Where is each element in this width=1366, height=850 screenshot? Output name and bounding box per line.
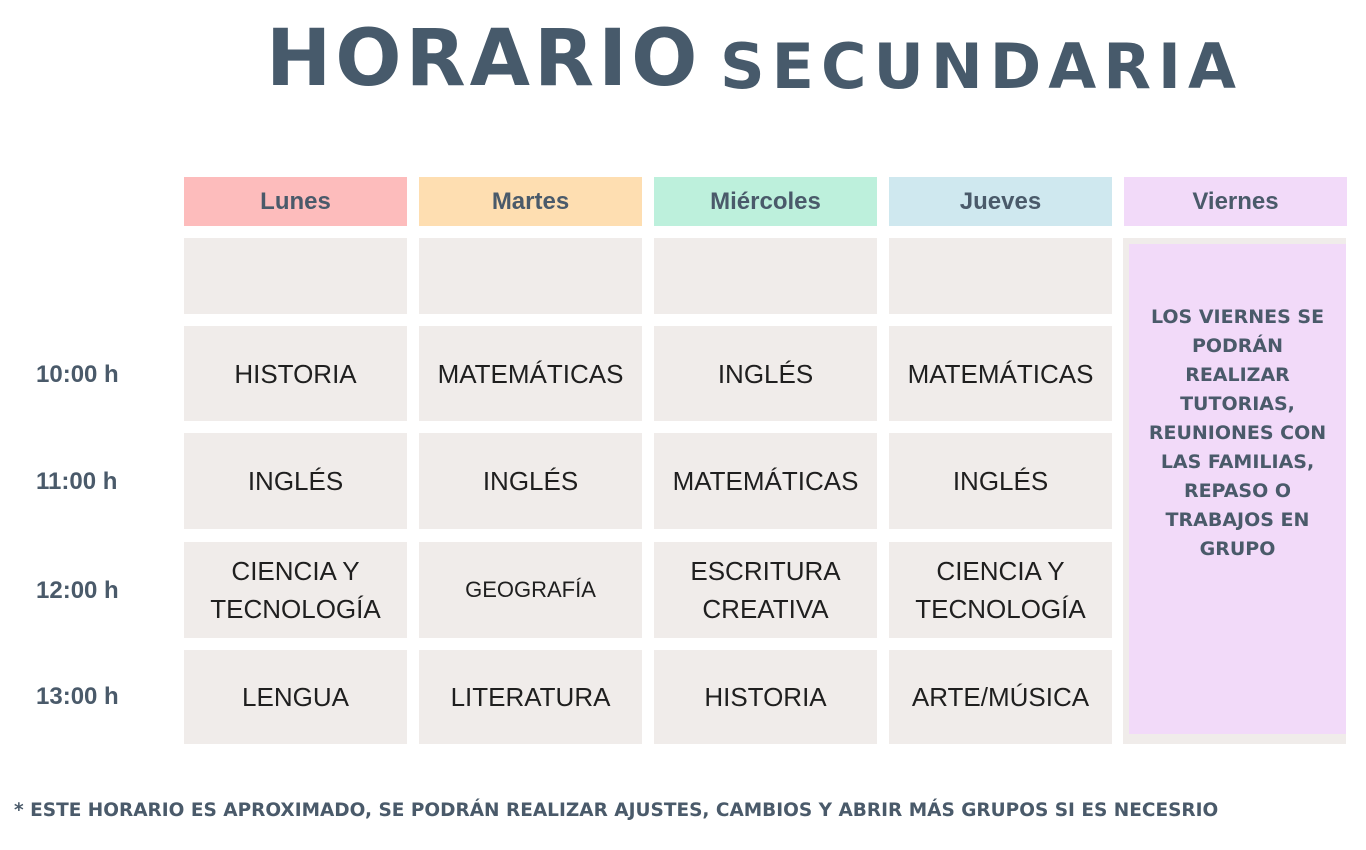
schedule-cell: CIENCIA Y TECNOLOGÍA [184,542,407,638]
friday-note-text: LOS VIERNES SE PODRÁN REALIZAR TUTORIAS, REUNIONES CON LAS FAMILIAS, REPASO O TRABAJOS EN GRUPO [1148,305,1327,560]
time-label-10: 10:00 h [36,361,119,388]
title-sub: SECUNDARIA [720,30,1243,103]
schedule-cell: INGLÉS [184,433,407,529]
schedule-cell: LENGUA [184,650,407,744]
time-label-13: 13:00 h [36,683,119,710]
page-title [0,14,1366,104]
time-label-11: 11:00 h [36,468,118,495]
schedule-cell: GEOGRAFÍA [419,542,642,638]
day-header-viernes: Viernes [1124,177,1347,226]
schedule-cell: CIENCIA Y TECNOLOGÍA [889,542,1112,638]
schedule-cell: HISTORIA [184,326,407,421]
schedule-cell: INGLÉS [654,326,877,421]
day-header-jueves: Jueves [889,177,1112,226]
schedule-cell: INGLÉS [419,433,642,529]
schedule-cell: INGLÉS [889,433,1112,529]
schedule-cell: LITERATURA [419,650,642,744]
day-header-lunes: Lunes [184,177,407,226]
schedule-cell [419,238,642,314]
footnote: * ESTE HORARIO ES APROXIMADO, SE PODRÁN REALIZAR AJUSTES, CAMBIOS Y ABRIR MÁS GRUPOS SI ES NECESRIO [14,800,1219,821]
title-main: HORARIO [266,14,702,104]
time-label-12: 12:00 h [36,577,119,604]
schedule-cell: MATEMÁTICAS [654,433,877,529]
friday-note-box [1129,244,1346,734]
day-header-miercoles: Miércoles [654,177,877,226]
schedule-cell: MATEMÁTICAS [419,326,642,421]
day-header-martes: Martes [419,177,642,226]
schedule-cell [184,238,407,314]
schedule-cell: ESCRITURA CREATIVA [654,542,877,638]
schedule-cell: ARTE/MÚSICA [889,650,1112,744]
schedule-cell: HISTORIA [654,650,877,744]
schedule-cell [654,238,877,314]
schedule-cell [889,238,1112,314]
schedule-cell: MATEMÁTICAS [889,326,1112,421]
